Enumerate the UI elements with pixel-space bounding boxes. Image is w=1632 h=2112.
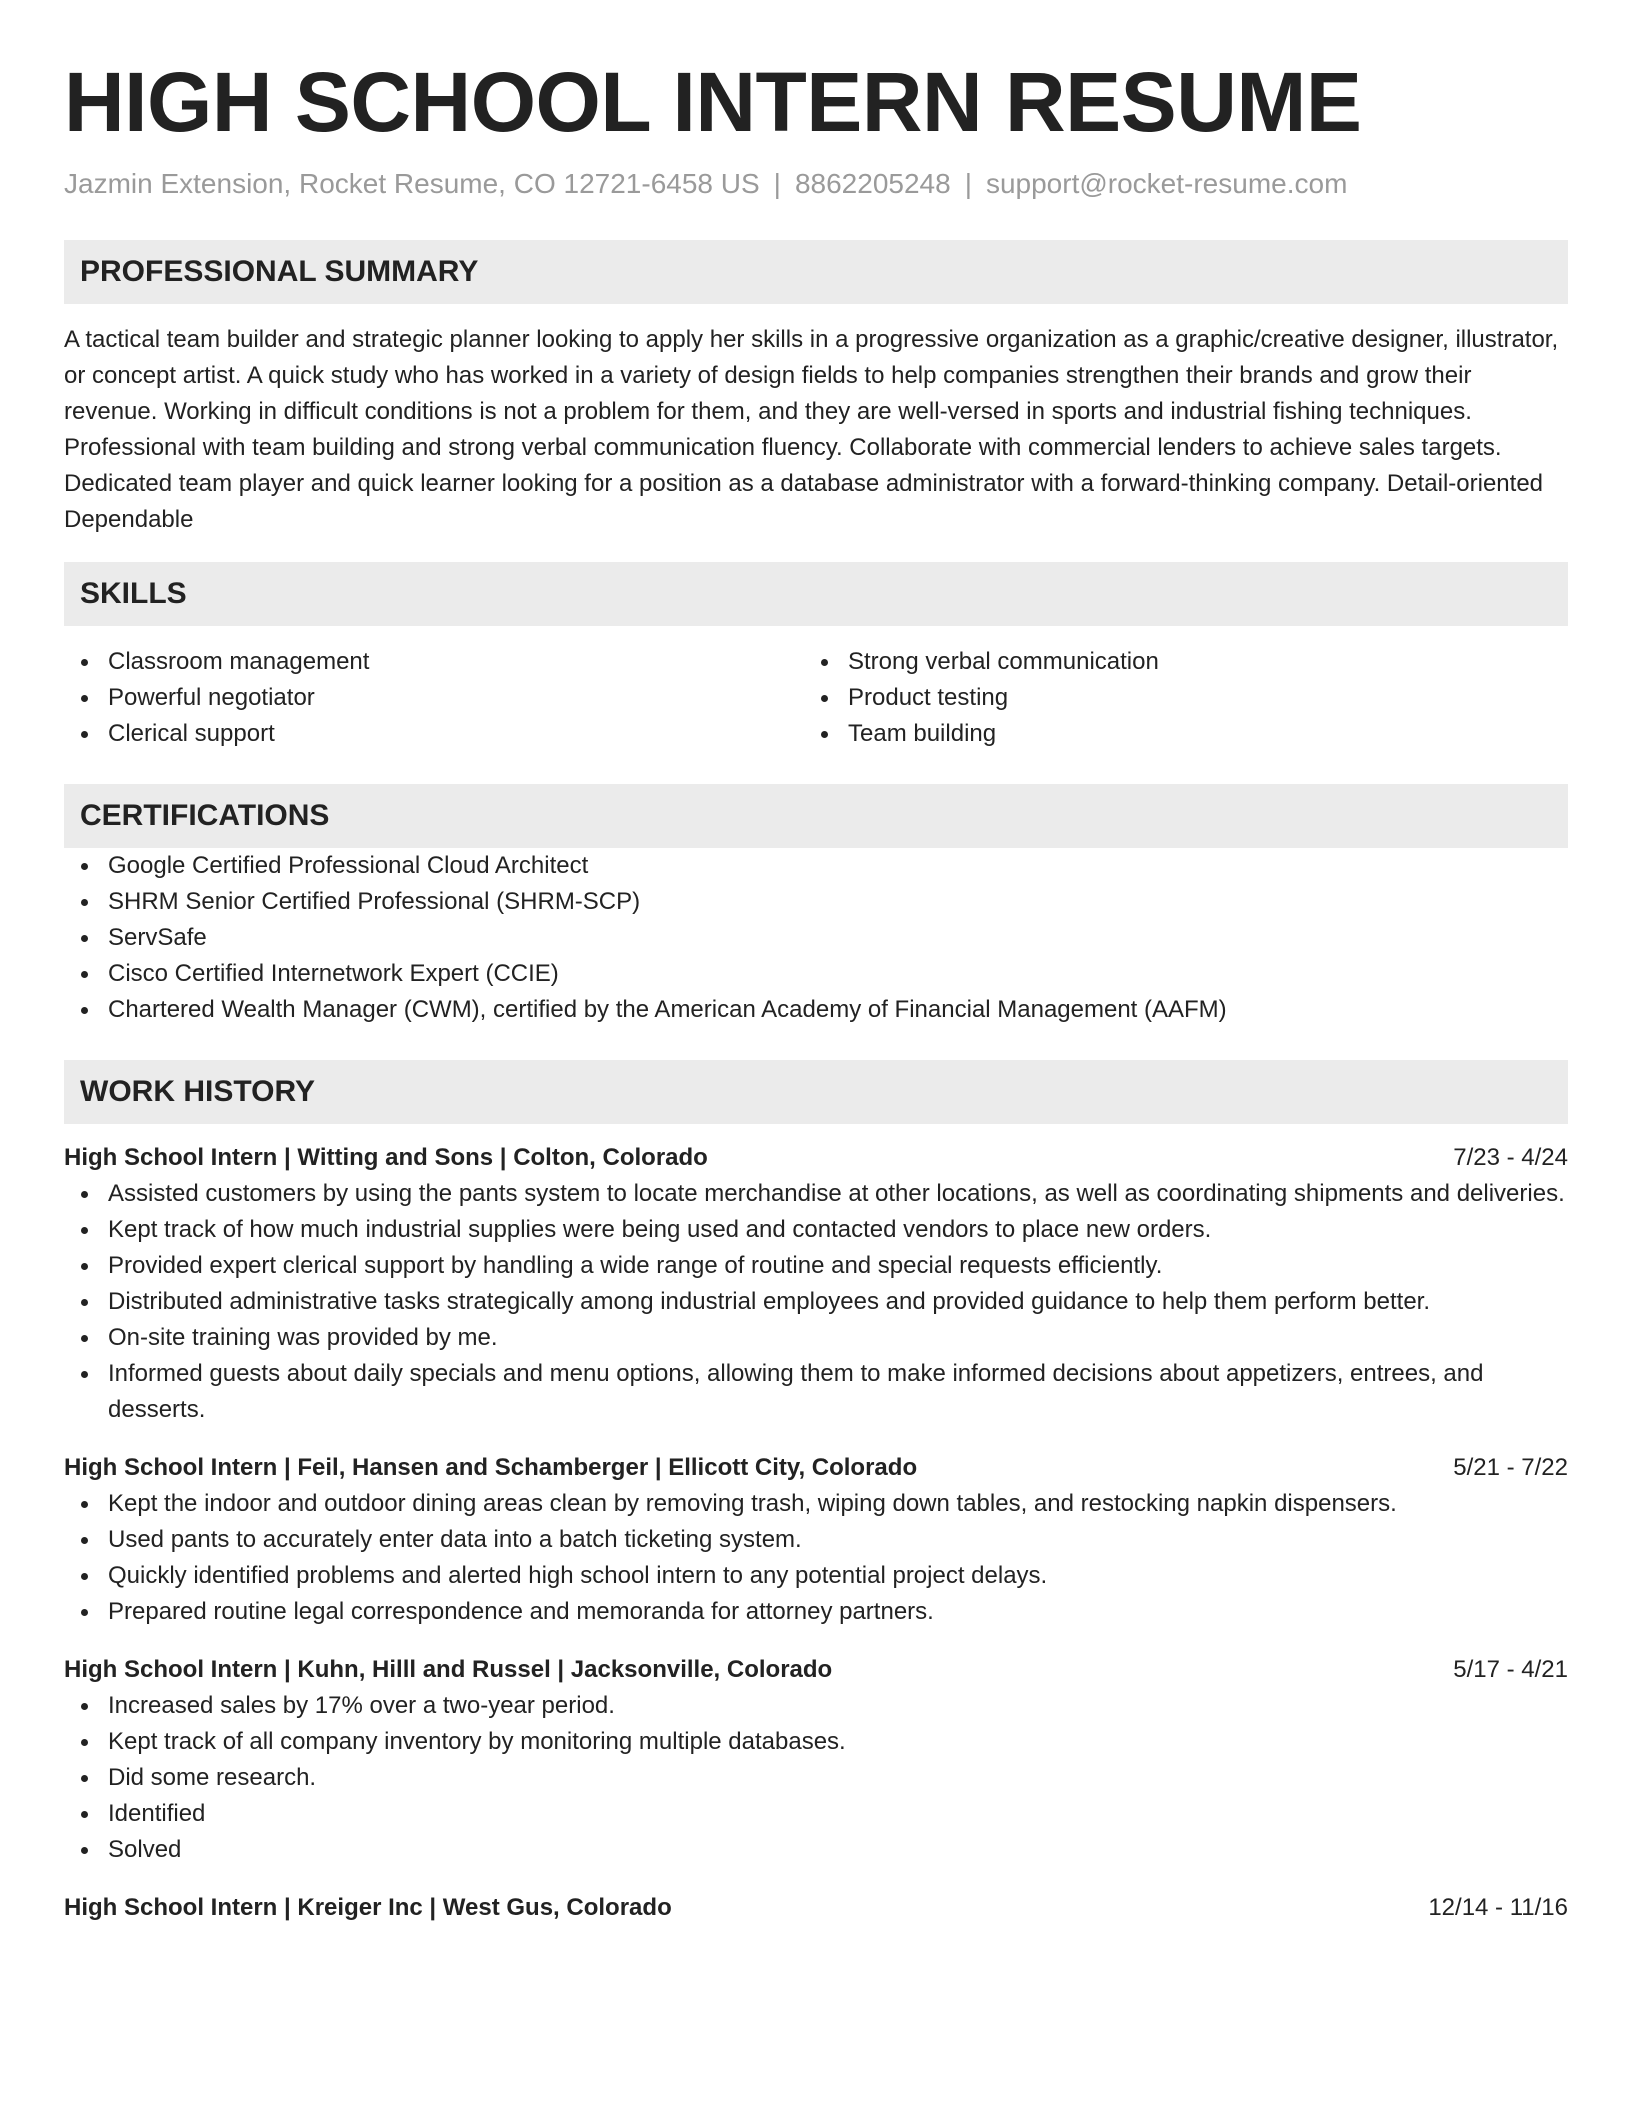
job-header [64, 1652, 1568, 1688]
certification-item: Google Certified Professional Cloud Architect [64, 848, 1568, 884]
skill-item: Classroom management [64, 644, 804, 680]
section-heading-work-history: WORK HISTORY [64, 1060, 1568, 1124]
job-header [64, 1140, 1568, 1176]
contact-separator: | [964, 168, 972, 199]
contact-line [64, 166, 1568, 202]
job-title: High School Intern | Witting and Sons | Colton, Colorado [64, 1144, 708, 1171]
section-heading-skills: SKILLS [64, 562, 1568, 626]
job-title: High School Intern | Kreiger Inc | West Gus, Colorado [64, 1894, 672, 1921]
skill-item: Team building [804, 716, 1544, 752]
job-entry [64, 1140, 1568, 1428]
resume-title: HIGH SCHOOL INTERN RESUME [64, 55, 1362, 149]
skill-item: Powerful negotiator [64, 680, 804, 716]
job-bullets [64, 1176, 1568, 1428]
job-bullet: Kept track of all company inventory by monitoring multiple databases. [64, 1724, 1568, 1760]
contact-address: Jazmin Extension, Rocket Resume, CO 12721-6458 US [64, 168, 760, 199]
job-dates: 5/17 - 4/21 [1453, 1656, 1568, 1683]
section-heading-certifications: CERTIFICATIONS [64, 784, 1568, 848]
job-title: High School Intern | Feil, Hansen and Schamberger | Ellicott City, Colorado [64, 1454, 918, 1481]
certifications-section [64, 784, 1568, 1028]
certification-item: ServSafe [64, 920, 1568, 956]
job-bullets [64, 1486, 1568, 1630]
job-bullet: Solved [64, 1832, 1568, 1868]
skills-list-right [804, 644, 1544, 752]
job-entry [64, 1652, 1568, 1868]
job-bullets [64, 1688, 1568, 1868]
summary-text: A tactical team builder and strategic planner looking to apply her skills in a progressive organization as a graphic/creative designer, illustrator, or concept artist. A quick study who has worked in a variety of design fields to help companies strengthen their brands and grow their revenue. Working in difficult conditions is not a problem for them, and they are well-versed in sports and industrial fishing techniques. Professional with team building and strong verbal communication fluency. Collaborate with commercial lenders to achieve sales targets. Dedicated team player and quick learner looking for a position as a database administrator with a forward-thinking company. Detail-oriented Dependable [64, 326, 1559, 533]
contact-email[interactable]: support@rocket-resume.com [985, 168, 1348, 199]
job-header [64, 1890, 1568, 1926]
job-title: High School Intern | Kuhn, Hilll and Russel | Jacksonville, Colorado [64, 1656, 833, 1683]
job-dates: 5/21 - 7/22 [1453, 1454, 1568, 1481]
job-bullet: Did some research. [64, 1760, 1568, 1796]
skill-item: Product testing [804, 680, 1544, 716]
job-bullet: Increased sales by 17% over a two-year period. [64, 1688, 1568, 1724]
job-bullet: Provided expert clerical support by handling a wide range of routine and special requests efficiently. [64, 1248, 1568, 1284]
certifications-list [64, 848, 1568, 1028]
contact-separator: | [773, 168, 781, 199]
certification-item: Chartered Wealth Manager (CWM), certified by the American Academy of Financial Management (AAFM) [64, 992, 1568, 1028]
skill-item: Strong verbal communication [804, 644, 1544, 680]
summary-section [64, 240, 1568, 538]
skills-list-left [64, 644, 804, 752]
job-entry [64, 1450, 1568, 1630]
job-dates: 12/14 - 11/16 [1428, 1894, 1568, 1921]
job-entry [64, 1890, 1568, 1926]
job-bullet: Informed guests about daily specials and menu options, allowing them to make informed decisions about appetizers, entrees, and desserts. [64, 1356, 1568, 1428]
job-bullet: On-site training was provided by me. [64, 1320, 1568, 1356]
work-history-section [64, 1060, 1568, 1926]
skills-section [64, 562, 1568, 752]
section-heading-summary: PROFESSIONAL SUMMARY [64, 240, 1568, 304]
job-bullet: Kept track of how much industrial supplies were being used and contacted vendors to place new orders. [64, 1212, 1568, 1248]
job-header [64, 1450, 1568, 1486]
job-bullet: Identified [64, 1796, 1568, 1832]
job-bullet: Assisted customers by using the pants system to locate merchandise at other locations, as well as coordinating shipments and deliveries. [64, 1176, 1568, 1212]
skill-item: Clerical support [64, 716, 804, 752]
job-dates: 7/23 - 4/24 [1453, 1144, 1568, 1171]
job-bullet: Used pants to accurately enter data into a batch ticketing system. [64, 1522, 1568, 1558]
job-bullet: Prepared routine legal correspondence and memoranda for attorney partners. [64, 1594, 1568, 1630]
contact-phone: 8862205248 [794, 168, 951, 199]
skills-grid [64, 644, 1568, 752]
certification-item: SHRM Senior Certified Professional (SHRM-SCP) [64, 884, 1568, 920]
job-bullet: Distributed administrative tasks strategically among industrial employees and provided guidance to help them perform better. [64, 1284, 1568, 1320]
job-bullet: Quickly identified problems and alerted high school intern to any potential project delays. [64, 1558, 1568, 1594]
job-bullet: Kept the indoor and outdoor dining areas clean by removing trash, wiping down tables, and restocking napkin dispensers. [64, 1486, 1568, 1522]
certification-item: Cisco Certified Internetwork Expert (CCIE) [64, 956, 1568, 992]
